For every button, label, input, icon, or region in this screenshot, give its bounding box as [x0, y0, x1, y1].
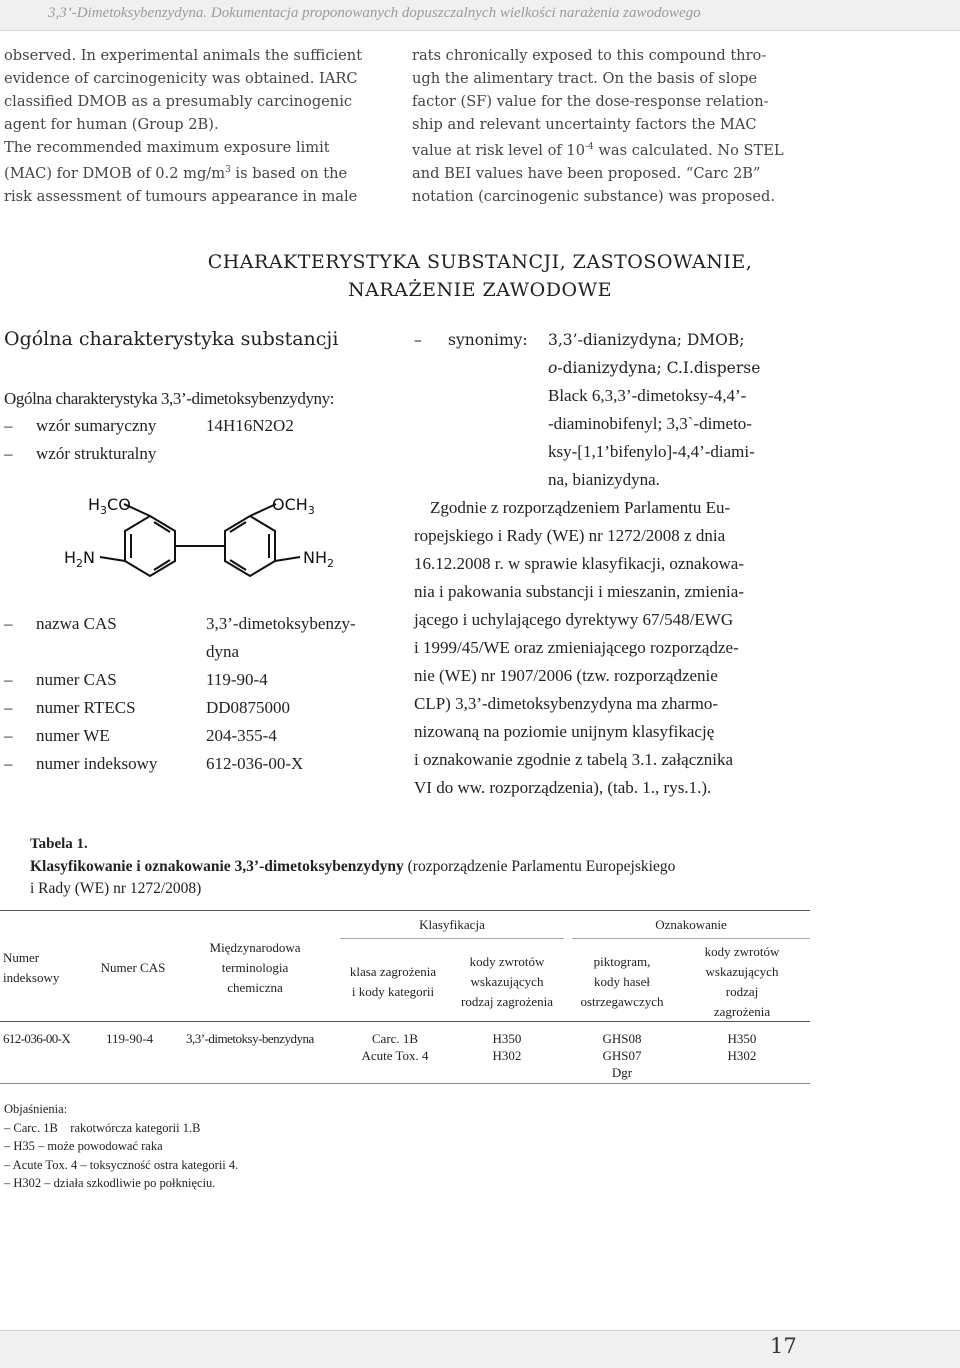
summary-line: The recommended maximum exposure limit [4, 139, 330, 156]
row-value-cont: dyna [206, 642, 240, 661]
note-item: – H35 – może powodować raka [4, 1139, 163, 1153]
cas-name-row: – nazwa CAS 3,3’-dimetoksybenzy- [4, 610, 394, 638]
regulation-line: nizowaną na poziomie unijnym klasyfikację [414, 722, 715, 741]
structural-label: wzór strukturalny [36, 444, 157, 463]
index-row: – numer indeksowy 612-036-00-X [4, 750, 394, 778]
page-number: 17 [770, 1334, 797, 1358]
row-value: 3,3’-dimetoksybenzy- [206, 614, 356, 633]
table-label: Tabela 1. [30, 836, 88, 852]
regulation-line: nie (WE) nr 1907/2006 (tzw. rozporządzenie [414, 666, 718, 685]
row-label: numer RTECS [36, 698, 136, 717]
amine-right-label: $NH_2$ [303, 548, 334, 570]
summary-line: ugh the alimentary tract. On the basis of slope [412, 70, 758, 87]
summary-line: factor (SF) value for the dose-response relation- [412, 93, 769, 110]
cell-name: 3,3’-dimetoksy-benzydyna [186, 1031, 314, 1046]
subsection-heading: Ogólna charakterystyka substancji [4, 328, 339, 350]
note-item: – Acute Tox. 4 – toksyczność ostra kategorii 4. [4, 1157, 239, 1172]
row-label: numer CAS [36, 670, 117, 689]
cell-cas: 119-90-4 [106, 1031, 154, 1046]
benzene-ring-right [225, 516, 275, 576]
notes-title: Objaśnienia: [4, 1102, 68, 1116]
summary-line-mac: (MAC) for DMOB of 0.2 $mg/m^3$ is based on the [4, 164, 348, 182]
row-label: numer indeksowy [36, 754, 158, 773]
note-item: – Carc. 1B rakotwórcza kategorii 1.B [4, 1120, 201, 1135]
row-label: numer WE [36, 726, 110, 745]
header-kody-zwrotow: kody zwrotów wskazujących rodzaj zagrożenia [460, 954, 554, 1009]
section-title-line2: NARAŻENIE ZAWODOWE [348, 279, 612, 301]
section-title-line1: CHARAKTERYSTYKA SUBSTANCJI, ZASTOSOWANIE, [207, 251, 753, 273]
table-rule-top [0, 910, 810, 911]
synonyms-block: – synonimy: 3,3’-dianizydyna; DMOB; o-dianizydyna; C.I.disperse Black 6,3,3’-dimetoksy-4,4’- -diaminobifenyl; 3,3`-dimeto- ksy-[1,1’bifenylo]-4,4’-diami- na, bianizydyna. [414, 326, 804, 494]
header-group-klasyfikacja: Klasyfikacja [419, 917, 485, 932]
header-klasa: klasa zagrożenia i kody kategorii [349, 964, 437, 999]
structural-formula [0, 488, 400, 606]
running-header [0, 0, 960, 31]
summary-line-risk: value at risk level of $10^{-4}$ was calculated. No STEL [412, 141, 784, 159]
we-row: – numer WE 204-355-4 [4, 722, 394, 750]
group-underline [340, 938, 564, 939]
synonyms-line: Black 6,3,3’-dimetoksy-4,4’- [548, 386, 747, 405]
summary-line: and BEI values have been proposed. “Carc 2B” [412, 164, 761, 182]
summary-line: observed. In experimental animals the sufficient [4, 47, 363, 64]
cas-name-row-cont [206, 638, 239, 666]
rtecs-row: – numer RTECS DD0875000 [4, 694, 394, 722]
table-notes [4, 1100, 238, 1193]
regulation-line: VI do ww. rozporządzenia), (tab. 1., rys.1.). [414, 778, 712, 797]
summary-left-column [4, 44, 392, 208]
header-numer-indeksowy: Numer indeksowy [3, 950, 60, 985]
synonyms-label: synonimy: [448, 331, 528, 349]
regulation-line: 16.12.2008 r. w sprawie klasyfikacji, oznakowa- [414, 554, 744, 573]
header-group-oznakowanie: Oznakowanie [655, 917, 727, 932]
summary-line: agent for human (Group 2B). [4, 116, 219, 133]
note-item: – H302 – działa szkodliwie po połknięciu. [4, 1176, 216, 1190]
synonyms-line: o-dianizydyna; C.I.disperse [548, 359, 761, 377]
synonyms-line: na, bianizydyna. [548, 470, 660, 489]
summary-line: classified DMOB as a presumably carcinogenic [4, 93, 353, 110]
regulation-line: nia i pakowania substancji i mieszanin, zmienia- [414, 582, 744, 601]
table-rule-bottom [0, 1083, 810, 1084]
general-intro: Ogólna charakterystyka 3,3’-dimetoksybenzydyny: [4, 389, 335, 408]
section-title [0, 248, 960, 304]
cell-kody-zwrotow: H350 H302 [492, 1031, 522, 1063]
header-piktogram: piktogram, kody haseł ostrzegawczych [580, 954, 664, 1009]
row-label: nazwa CAS [36, 614, 117, 633]
regulation-line: i oznakowanie zgodnie z tabelą 3.1. załącznika [414, 750, 734, 769]
synonyms-line: 3,3’-dianizydyna; DMOB; [548, 331, 745, 349]
header-kody-zwrotow-ozn: kody zwrotów wskazujących rodzaj zagrożenia [704, 944, 780, 1019]
header-nazwa: Międzynarodowa terminologia chemiczna [209, 940, 301, 995]
group-underline [572, 938, 810, 939]
regulation-line: CLP) 3,3’-dimetoksybenzydyna ma zharmo- [414, 694, 719, 713]
regulation-line: jącego i uchylającego dyrektywy 67/548/EWG [414, 610, 734, 629]
summary-line: evidence of carcinogenicity was obtained. IARC [4, 70, 358, 87]
regulation-line: ropejskiego i Rady (WE) nr 1272/2008 z dnia [414, 526, 726, 545]
benzene-ring-left [125, 516, 175, 576]
structural-row: – wzór strukturalny [4, 444, 157, 463]
summary-line: notation (carcinogenic substance) was proposed. [412, 187, 776, 205]
cell-index: 612-036-00-X [3, 1031, 71, 1046]
methoxy-left-label: $H_3CO$ [88, 495, 131, 517]
summary-line: rats chronically exposed to this compound thro- [412, 47, 767, 64]
amine-left-label: $H_2N$ [64, 548, 95, 570]
formula-value: 14H16N2O2 [206, 416, 294, 435]
methoxy-right-label: $OCH_3$ [272, 495, 315, 517]
cell-piktogram: GHS08 GHS07 Dgr [602, 1031, 642, 1080]
table-caption: Klasyfikowanie i oznakowanie 3,3’-dimetoksybenzydyny (rozporządzenie Parlamentu Europejskiego i Rady (WE) nr 1272/2008) [30, 858, 676, 897]
cell-kody-zwrotow-ozn: H350 H302 [727, 1031, 757, 1063]
summary-line: ship and relevant uncertainty factors the MAC [412, 116, 757, 133]
regulation-line: i 1999/45/WE oraz zmieniającego rozporządze- [414, 638, 739, 657]
row-value: DD0875000 [206, 698, 291, 717]
row-value: 204-355-4 [206, 726, 277, 745]
synonyms-line: ksy-[1,1’bifenylo]-4,4’-diami- [548, 442, 755, 461]
cas-number-row: – numer CAS 119-90-4 [4, 666, 394, 694]
regulation-paragraph [414, 494, 802, 802]
running-header-title: 3,3’-Dimetoksybenzydyna. Dokumentacja proponowanych dopuszczalnych wielkości narażenia zawodowego [48, 5, 701, 21]
row-value: 612-036-00-X [206, 754, 304, 773]
formula-label: wzór sumaryczny [36, 416, 157, 435]
formula-row: – wzór sumaryczny 14H16N2O2 [4, 412, 384, 440]
synonyms-line: -diaminobifenyl; 3,3`-dimeto- [548, 414, 752, 433]
summary-right-column [412, 44, 802, 208]
header-numer-cas: Numer CAS [100, 960, 166, 975]
summary-line: risk assessment of tumours appearance in male [4, 187, 358, 205]
row-value: 119-90-4 [206, 670, 268, 689]
regulation-line: Zgodnie z rozporządzeniem Parlamentu Eu- [430, 498, 731, 517]
cell-klasa: Carc. 1B Acute Tox. 4 [361, 1031, 429, 1063]
page-footer [0, 1331, 960, 1368]
